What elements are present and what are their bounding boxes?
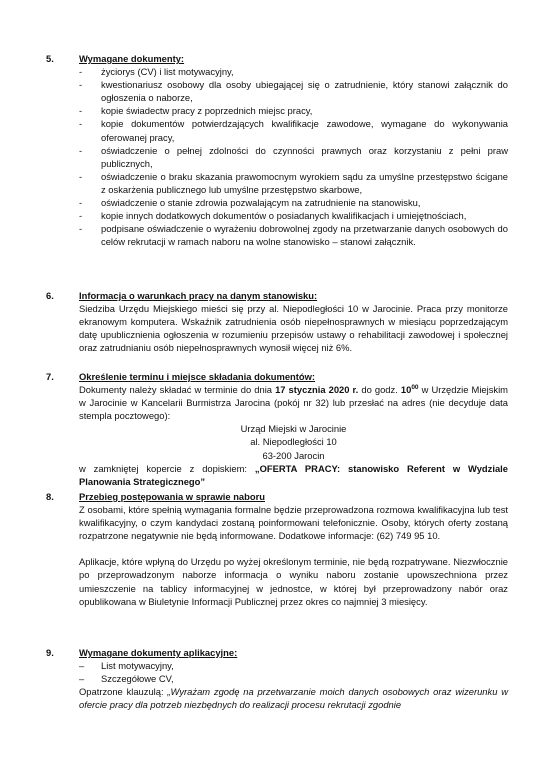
paragraph: Opatrzone klauzulą: „Wyrażam zgodę na przetwarzanie moich danych osobowych oraz wizerunku w ofercie pracy dla potrzeb niezbędnych do realizacji procesu rekrutacji zgodnie — [79, 686, 508, 711]
deadline-hour: 10 — [400, 384, 412, 396]
paragraph: Siedziba Urzędu Miejskiego mieści się przy al. Niepodległości 10 w Jarocinie. Praca przy monitorze ekranowym komputera. Wskaźnik zatrudnienia osób niepełnosprawnych w miesiącu poprzedzającym datę upublicznienia ogłoszenia w rozumieniu przepisów ustawy o rehabilitacji zawodowej i społecznej oraz zatrudnianiu osób niepełnosprawnych wynosił więcej niż 6%. — [79, 303, 508, 354]
paragraph: Aplikacje, które wpłyną do Urzędu po wyżej określonym terminie, nie będą rozpatrywane. Niezwłocznie po przeprowadzonym naborze informacja o wyniku naboru zostanie upowszechniona przez umieszczenie na tablicy informacyjnej w jednostce, w której był przeprowadzony nabór oraz opublikowana w Biuletynie Informacji Publicznej przez okres co najmniej 3 miesięcy. — [79, 556, 508, 607]
section-number: 5. — [46, 53, 54, 64]
paragraph: w zamkniętej kopercie z dopiskiem: „OFERTA PRACY: stanowisko Referent w Wydziale Planowania Strategicznego” — [79, 462, 508, 487]
bullet-dash: - — [79, 144, 83, 156]
list-item: - kopie innych dodatkowych dokumentów o posiadanych kwalifikacjach i umiejętnościach, — [79, 210, 467, 222]
section-number: 6. — [46, 290, 54, 301]
envelope-note: „OFERTA PRACY: stanowisko Referent w Wydziale Planowania Strategicznego” — [79, 462, 508, 487]
bullet-dash: - — [79, 210, 83, 222]
bullet-dash: - — [79, 105, 83, 117]
section-number: 7. — [46, 371, 54, 382]
paragraph: Dokumenty należy składać w terminie do dnia 17 stycznia 2020 r. do godz. $10^{00}$ w Urzędzie Miejskim w Jarocinie w Kancelarii Burmistrza Jarocina (pokój nr 32) lub przesłać na adres (nie decyduje data stempla pocztowego): — [79, 383, 508, 422]
section-8 — [46, 490, 508, 608]
list-item: - kwestionariusz osobowy dla osoby ubiegającej się o zatrudnienie, który stanowi załącznik do ogłoszenia o naborze, — [79, 79, 508, 104]
list-item: - życiorys (CV) i list motywacyjny, — [79, 66, 234, 78]
bullet-dash: - — [79, 170, 83, 182]
section-number: 9. — [46, 647, 54, 658]
section-9 — [46, 646, 508, 711]
section-heading: Informacja o warunkach pracy na danym stanowisku: — [79, 290, 318, 301]
consent-clause: „Wyrażam zgodę na przetwarzanie moich danych osobowych oraz wizerunku w ofercie pracy dla potrzeb niezbędnych do realizacji procesu rekrutacji zgodnie — [79, 686, 508, 711]
list-item: – Szczegółowe CV, — [79, 673, 174, 685]
bullet-dash: - — [79, 66, 83, 78]
section-5 — [46, 52, 508, 248]
section-heading: Wymagane dokumenty aplikacyjne: — [79, 647, 238, 658]
deadline-minutes: 00 — [411, 383, 419, 391]
address-line: 63-200 Jarocin — [262, 449, 325, 461]
address-line: al. Niepodległości 10 — [250, 436, 337, 448]
section-heading: Określenie terminu i miejsce składania dokumentów: — [79, 371, 316, 382]
bullet-dash: - — [79, 223, 83, 235]
bullet-dash: - — [79, 197, 83, 209]
bullet-dash: - — [79, 118, 83, 130]
list-item: - oświadczenie o stanie zdrowia pozwalającym na zatrudnienie na stanowisku, — [79, 197, 421, 209]
section-7 — [46, 370, 508, 488]
bullet-dash: – — [79, 673, 85, 685]
section-heading: Przebieg postępowania w sprawie naboru — [79, 491, 265, 502]
list-item: - oświadczenie o pełnej zdolności do czynności prawnych oraz korzystaniu z pełni praw publicznych, — [79, 144, 508, 169]
section-heading: Wymagane dokumenty: — [79, 53, 185, 64]
bullet-dash: – — [79, 660, 85, 672]
deadline-date: 17 stycznia 2020 r. — [275, 384, 359, 396]
list-item: - kopie świadectw pracy z poprzednich miejsc pracy, — [79, 105, 313, 117]
bullet-dash: - — [79, 79, 83, 91]
list-item: – List motywacyjny, — [79, 660, 174, 672]
list-item: - kopie dokumentów potwierdzających kwalifikacje zawodowe, wymagane do wykonywania oferowanej pracy, — [79, 118, 508, 143]
paragraph: Z osobami, które spełnią wymagania formalne będzie przeprowadzona rozmowa kwalifikacyjna lub test kwalifikacyjny, o czym kandydaci zostaną poinformowani telefonicznie. Osoby, których oferty zostaną rozpatrzone negatywnie nie będą informowane. Dodatkowe informacje: (62) 749 95 10. — [79, 504, 508, 542]
section-number: 8. — [46, 491, 54, 502]
list-item: - podpisane oświadczenie o wyrażeniu dobrowolnej zgody na przetwarzanie danych osobowych do celów rekrutacji w ramach naboru na wolne stanowisko – stanowi załącznik. — [79, 223, 508, 248]
section-6 — [46, 289, 508, 354]
list-item: - oświadczenie o braku skazania prawomocnym wyrokiem sądu za umyślne przestępstwo ścigane z oskarżenia publicznego lub umyślne przestępstwo skarbowe, — [79, 170, 508, 195]
address-line: Urząd Miejski w Jarocinie — [240, 423, 347, 435]
